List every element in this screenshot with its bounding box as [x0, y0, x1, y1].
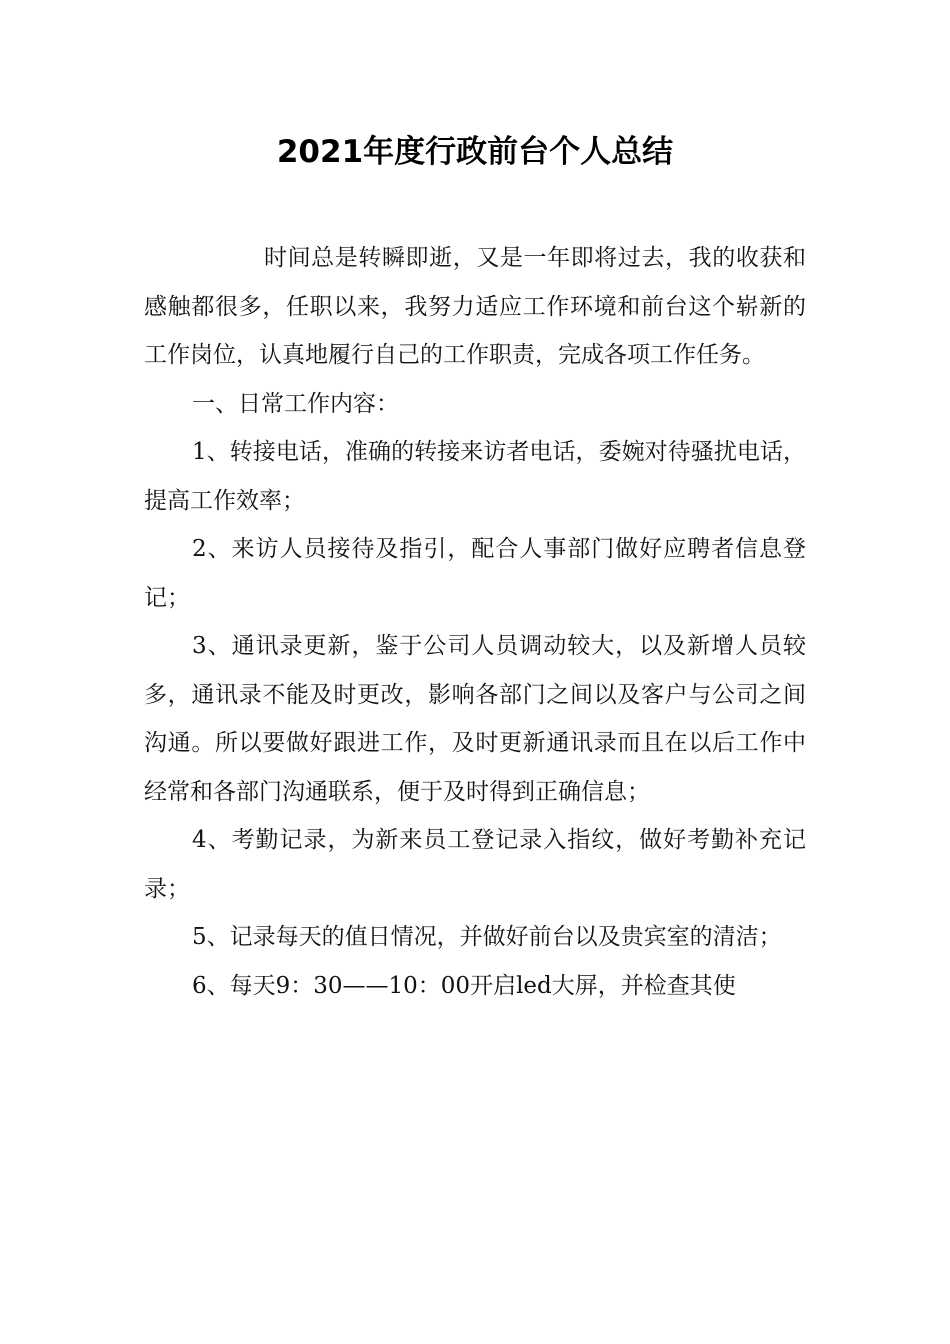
document-body — [144, 234, 806, 1010]
paragraph-intro: 时间总是转瞬即逝，又是一年即将过去，我的收获和感触都很多，任职以来，我努力适应工作环境和前台这个崭新的工作岗位，认真地履行自己的工作职责，完成各项工作任务。 — [144, 245, 806, 368]
paragraph-item-5: 5、记录每天的值日情况，并做好前台以及贵宾室的清洁； — [192, 924, 782, 950]
paragraph-item-1: 1、转接电话，准确的转接来访者电话，委婉对待骚扰电话，提高工作效率； — [144, 439, 806, 514]
document-title: 2021年度行政前台个人总结 — [276, 134, 674, 170]
paragraph-item-6: 6、每天9：30——10：00开启led大屏，并检查其使 — [192, 972, 736, 999]
paragraph-item-3: 3、通讯录更新，鉴于公司人员调动较大，以及新增人员较多，通讯录不能及时更改，影响各部门之间以及客户与公司之间沟通。所以要做好跟进工作，及时更新通讯录而且在以后工作中经常和各部门沟通联系，便于及时得到正确信息； — [144, 633, 806, 805]
paragraph-item-2: 2、来访人员接待及指引，配合人事部门做好应聘者信息登记； — [144, 536, 806, 611]
paragraph-item-4: 4、考勤记录，为新来员工登记录入指纹，做好考勤补充记录； — [144, 827, 806, 902]
paragraph-section-heading: 一、日常工作内容： — [192, 390, 399, 417]
